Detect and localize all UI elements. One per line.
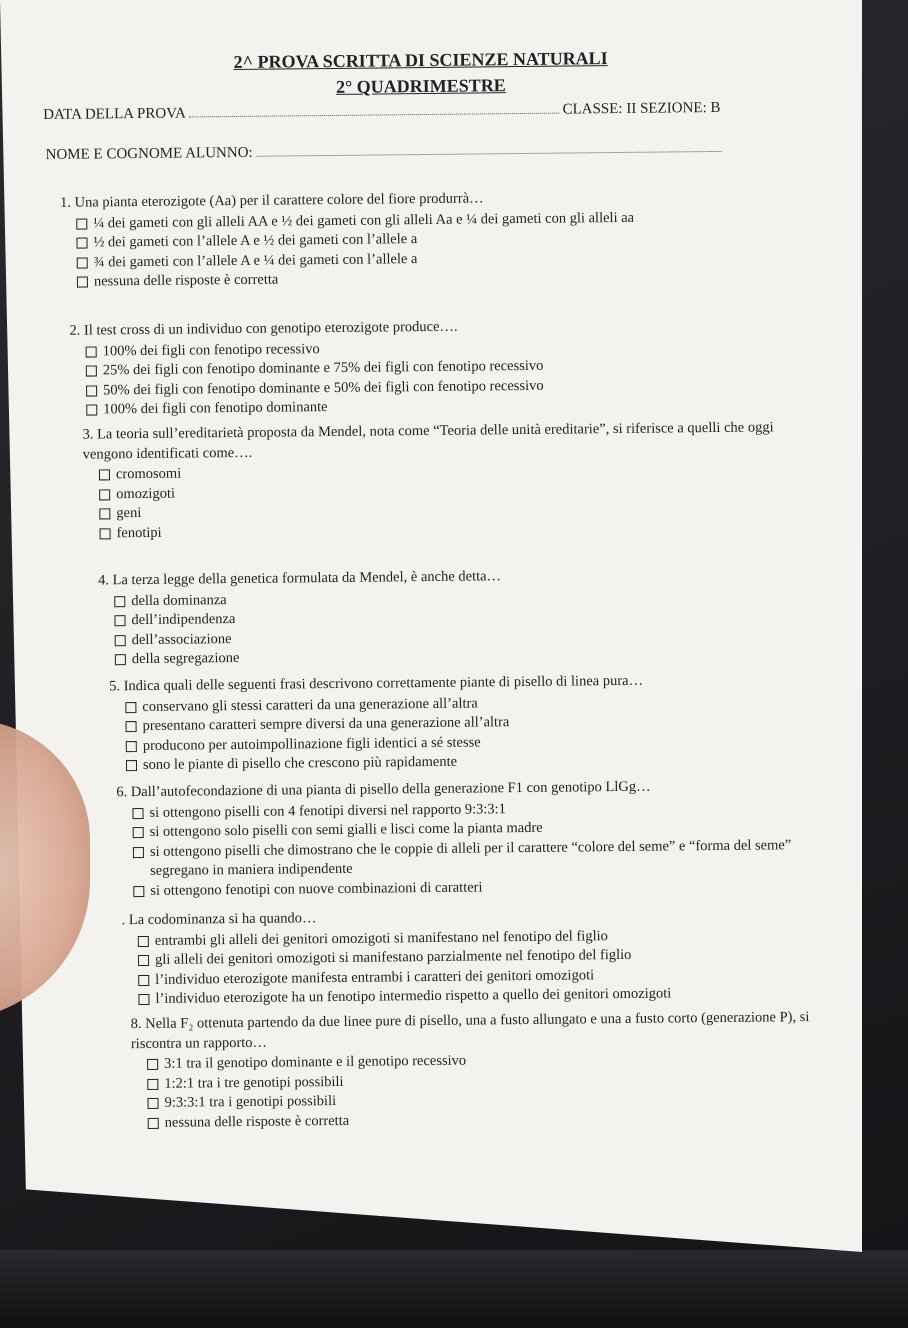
date-label: DATA DELLA PROVA bbox=[43, 105, 186, 124]
checkbox[interactable] bbox=[133, 846, 144, 857]
checkbox[interactable] bbox=[77, 277, 88, 288]
question-4 bbox=[98, 563, 859, 669]
exam-subtitle: 2° QUADRIMESTRE bbox=[335, 75, 506, 97]
checkbox[interactable] bbox=[147, 1059, 158, 1070]
option-label: nessuna delle risposte è corretta bbox=[164, 1112, 350, 1131]
checkbox[interactable] bbox=[114, 596, 125, 607]
checkbox[interactable] bbox=[147, 1079, 158, 1090]
question-text: 6. Dall’autofecondazione di una pianta di pisello della generazione F1 con genotipo LlGg… bbox=[116, 778, 651, 801]
option-label: cromosomi bbox=[115, 465, 182, 483]
option-label: omozigoti bbox=[116, 485, 176, 502]
question-text: . La codominanza si ha quando… bbox=[121, 910, 317, 929]
question-3 bbox=[82, 418, 803, 544]
option-label: entrambi gli alleli dei genitori omozigoti si manifestano nel fenotipo del figlio bbox=[154, 927, 608, 949]
option-label: gli alleli dei genitori omozigoti si manifestano parzialmente nel fenotipo del figlio bbox=[154, 946, 632, 968]
option-label: 3:1 tra il genotipo dominante e il genotipo recessivo bbox=[164, 1052, 467, 1072]
option-label: l’individuo eterozigote manifesta entrambi i caratteri dei genitori omozigoti bbox=[155, 966, 595, 988]
date-row bbox=[43, 99, 720, 124]
checkbox[interactable] bbox=[86, 405, 97, 416]
checkbox[interactable] bbox=[86, 366, 97, 377]
question-text: 8. Nella F₂ ottenuta partendo da due linee pure di pisello, una a fusto allungato e una a fusto corto (generazione P), si riscontra un rapporto… bbox=[130, 1009, 810, 1052]
option-label: dell’indipendenza bbox=[131, 611, 236, 629]
question-text: 1. Una pianta eterozigote (Aa) per il carattere colore del fiore produrrà… bbox=[60, 190, 484, 211]
checkbox[interactable] bbox=[115, 635, 126, 646]
checkbox[interactable] bbox=[77, 257, 88, 268]
checkbox[interactable] bbox=[138, 994, 149, 1005]
checkbox[interactable] bbox=[126, 741, 137, 752]
checkbox[interactable] bbox=[126, 760, 137, 771]
question-6 bbox=[116, 776, 817, 901]
option-label: conservano gli stessi caratteri da una generazione all’altra bbox=[142, 694, 478, 715]
checkbox[interactable] bbox=[115, 654, 126, 665]
option-label: fenotipi bbox=[116, 524, 162, 541]
checkbox[interactable] bbox=[99, 509, 110, 520]
checkbox[interactable] bbox=[126, 721, 137, 732]
name-row bbox=[46, 139, 722, 164]
checkbox[interactable] bbox=[125, 702, 136, 713]
name-label: NOME E COGNOME ALUNNO: bbox=[45, 144, 253, 163]
background-surface bbox=[0, 1250, 908, 1328]
option-label: si ottengono piselli che dimostrano che le coppie di alleli per il carattere “colore del seme” e “forma del seme” segregano in maniera indipendente bbox=[149, 836, 792, 879]
option-label: si ottengono solo piselli con semi gialli e lisci come la pianta madre bbox=[149, 819, 543, 840]
option-label: 100% dei figli con fenotipo recessivo bbox=[102, 340, 320, 359]
checkbox[interactable] bbox=[114, 615, 125, 626]
question-5 bbox=[109, 669, 870, 775]
checkbox[interactable] bbox=[99, 489, 110, 500]
option-label: nessuna delle risposte è corretta bbox=[93, 271, 279, 290]
question-8 bbox=[131, 1008, 842, 1133]
option-label: 50% dei figli con fenotipo dominante e 50% dei figli con fenotipo recessivo bbox=[102, 377, 544, 398]
option-label: 9:3:3:1 tra i genotipi possibili bbox=[164, 1092, 337, 1111]
option-label: 25% dei figli con fenotipo dominante e 75% dei figli con fenotipo recessivo bbox=[102, 357, 544, 379]
question-1 bbox=[60, 186, 821, 292]
name-blank bbox=[256, 139, 721, 157]
option-label: si ottengono fenotipi con nuove combinazioni di caratteri bbox=[150, 878, 483, 899]
checkbox[interactable] bbox=[138, 955, 149, 966]
option-label: l’individuo eterozigote ha un fenotipo intermedio rispetto a quello dei genitori omozigoti bbox=[155, 985, 672, 1007]
option-label: ¾ dei gameti con l’allele A e ¼ dei gameti con l’allele a bbox=[93, 250, 418, 270]
option-label: della dominanza bbox=[131, 591, 227, 609]
checkbox[interactable] bbox=[99, 470, 110, 481]
option-label: geni bbox=[116, 504, 142, 522]
checkbox[interactable] bbox=[133, 827, 144, 838]
checkbox[interactable] bbox=[138, 975, 149, 986]
option-label: dell’associazione bbox=[131, 630, 232, 648]
option-label: ¼ dei gameti con gli alleli AA e ½ dei gameti con gli alleli Aa e ¼ dei gameti con gli alleli aa bbox=[93, 209, 635, 231]
question-2 bbox=[69, 314, 830, 420]
option-label: presentano caratteri sempre diversi da una generazione all’altra bbox=[142, 714, 510, 734]
option-label: 100% dei figli con fenotipo dominante bbox=[103, 399, 328, 418]
class-label: CLASSE: II SEZIONE: B bbox=[562, 99, 721, 118]
option-label: sono le piante di pisello che crescono più rapidamente bbox=[142, 753, 458, 773]
question-7 bbox=[122, 903, 883, 1009]
option-label: producono per autoimpollinazione figli identici a sé stesse bbox=[142, 733, 481, 754]
option-label: della segregazione bbox=[131, 649, 240, 668]
option-label: 1:2:1 tra i tre genotipi possibili bbox=[164, 1073, 344, 1092]
checkbox[interactable] bbox=[76, 218, 87, 229]
option[interactable] bbox=[117, 835, 817, 881]
checkbox[interactable] bbox=[86, 346, 97, 357]
checkbox[interactable] bbox=[147, 1098, 158, 1109]
question-text: 5. Indica quali delle seguenti frasi descrivono correttamente piante di pisello di linea pura… bbox=[109, 672, 644, 695]
checkbox[interactable] bbox=[86, 385, 97, 396]
checkbox[interactable] bbox=[138, 936, 149, 947]
checkbox[interactable] bbox=[76, 238, 87, 249]
option-label: ½ dei gameti con l’allele A e ½ dei gameti con l’allele a bbox=[93, 231, 418, 251]
date-blank bbox=[189, 101, 559, 118]
question-text: 2. Il test cross di un individuo con genotipo eterozigote produce…. bbox=[69, 318, 458, 339]
option-label: si ottengono piselli con 4 fenotipi diversi nel rapporto 9:3:3:1 bbox=[149, 800, 506, 821]
question-text: 3. La teoria sull’ereditarietà proposta da Mendel, nota come “Teoria delle unità ereditarie”, si riferisce a quelli che oggi vengono identificati come…. bbox=[82, 419, 774, 463]
checkbox[interactable] bbox=[133, 886, 144, 897]
question-text: 4. La terza legge della genetica formulata da Mendel, è anche detta… bbox=[97, 568, 502, 589]
exam-title: 2^ PROVA SCRITTA DI SCIENZE NATURALI bbox=[233, 48, 608, 73]
checkbox[interactable] bbox=[132, 808, 143, 819]
checkbox[interactable] bbox=[148, 1118, 159, 1129]
checkbox[interactable] bbox=[100, 528, 111, 539]
